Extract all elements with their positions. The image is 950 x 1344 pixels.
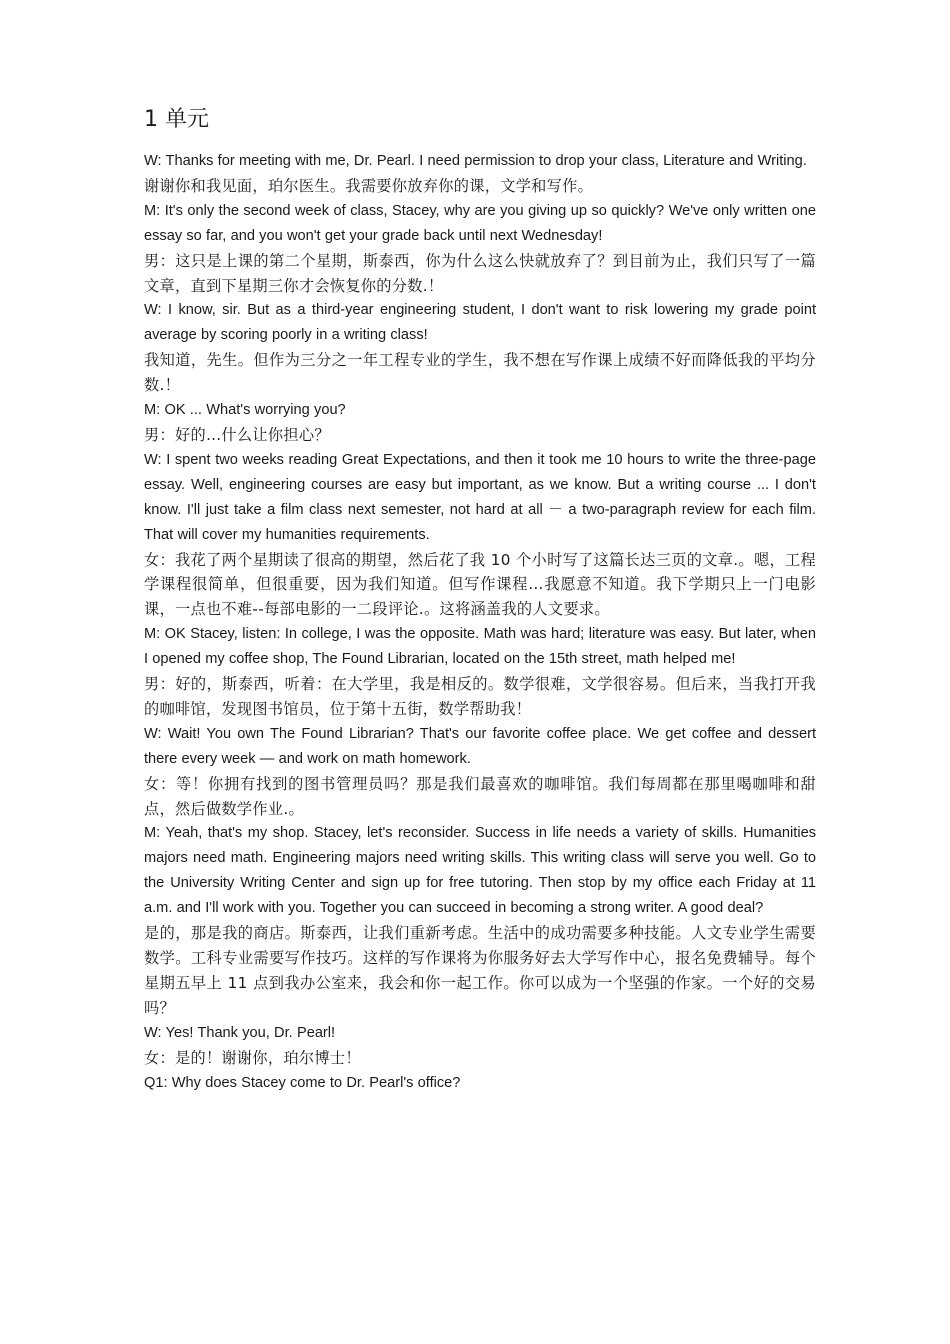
unit-title: 1 单元	[144, 107, 209, 132]
dialogue-line-en: W: Thanks for meeting with me, Dr. Pearl. I need permission to drop your class, Literature and Writing.	[144, 153, 807, 169]
dialogue-line-zh: 男：这只是上课的第二个星期，斯泰西，你为什么这么快就放弃了？到目前为止，我们只写了一篇文章，直到下星期三你才会恢复你的分数.！	[144, 251, 816, 295]
dialogue-body	[144, 149, 816, 1095]
dialogue-line-zh: 男：好的，斯泰西，听着：在大学里，我是相反的。数学很难，文学很容易。但后来，当我打开我的咖啡馆，发现图书馆员，位于第十五街，数学帮助我！	[144, 675, 816, 718]
dialogue-line-en: W: Yes! Thank you, Dr. Pearl!	[144, 1024, 336, 1041]
dialogue-line-en: M: It's only the second week of class, Stacey, why are you giving up so quickly? We've only written one essay so far, and you won't get your grade back until next Wednesday!	[144, 202, 816, 244]
dialogue-line-en: W: Wait! You own The Found Librarian? That's our favorite coffee place. We get coffee and dessert there every week — and work on math homework.	[144, 725, 816, 767]
document-page	[144, 104, 816, 1095]
dialogue-line-en: W: I spent two weeks reading Great Expectations, and then it took me 10 hours to write the three-page essay. Well, engineering courses are easy but important, as we know. But a writing course ... I don't know. I'll just take a film class next semester, not hard at all － a two-paragraph review for each film. That will cover my humanities requirements.	[144, 451, 816, 543]
dialogue-line-zh: 男：好的…什么让你担心？	[144, 425, 330, 444]
dialogue-line-zh: 谢谢你和我见面，珀尔医生。我需要你放弃你的课，文学和写作。	[144, 176, 594, 195]
dialogue-line-en: M: OK ... What's worrying you?	[144, 402, 346, 419]
question-q1: Q1: Why does Stacey come to Dr. Pearl's office?	[144, 1074, 461, 1091]
dialogue-line-en: M: OK Stacey, listen: In college, I was the opposite. Math was hard; literature was easy. But later, when I opened my coffee shop, The Found Librarian, located on the 15th street, math helped me!	[144, 626, 816, 668]
dialogue-line-zh: 女：等！你拥有找到的图书管理员吗？那是我们最喜欢的咖啡馆。我们每周都在那里喝咖啡和甜点，然后做数学作业.。	[144, 774, 816, 818]
dialogue-line-zh: 女：我花了两个星期读了很高的期望，然后花了我 10 个小时写了这篇长达三页的文章.。嗯，工程学课程很简单，但很重要，因为我们知道。但写作课程…我愿意不知道。我下学期只上一门电影课，一点也不难--每部电影的一二段评论.。这将涵盖我的人文要求。	[144, 550, 816, 619]
dialogue-line-zh: 是的，那是我的商店。斯泰西，让我们重新考虑。生活中的成功需要多种技能。人文专业学生需要数学。工科专业需要写作技巧。这样的写作课将为你服务好去大学写作中心，报名免费辅导。每个星期五早上 11 点到我办公室来，我会和你一起工作。你可以成为一个坚强的作家。一个好的交易吗？	[144, 924, 816, 1017]
dialogue-line-zh: 女：是的！谢谢你，珀尔博士！	[144, 1048, 361, 1067]
dialogue-line-en: M: Yeah, that's my shop. Stacey, let's reconsider. Success in life needs a variety of skills. Humanities majors need math. Engineering majors need writing skills. This writing class will serve you well. Go to the University Writing Center and sign up for free tutoring. Then stop by my office each Friday at 11 a.m. and I'll work with you. Together you can succeed in becoming a strong writer. A good deal?	[144, 825, 816, 917]
dialogue-line-zh: 我知道，先生。但作为三分之一年工程专业的学生，我不想在写作课上成绩不好而降低我的平均分数.！	[144, 351, 816, 395]
dialogue-line-en: W: I know, sir. But as a third-year engineering student, I don't want to risk lowering my grade point average by scoring poorly in a writing class!	[144, 302, 816, 344]
